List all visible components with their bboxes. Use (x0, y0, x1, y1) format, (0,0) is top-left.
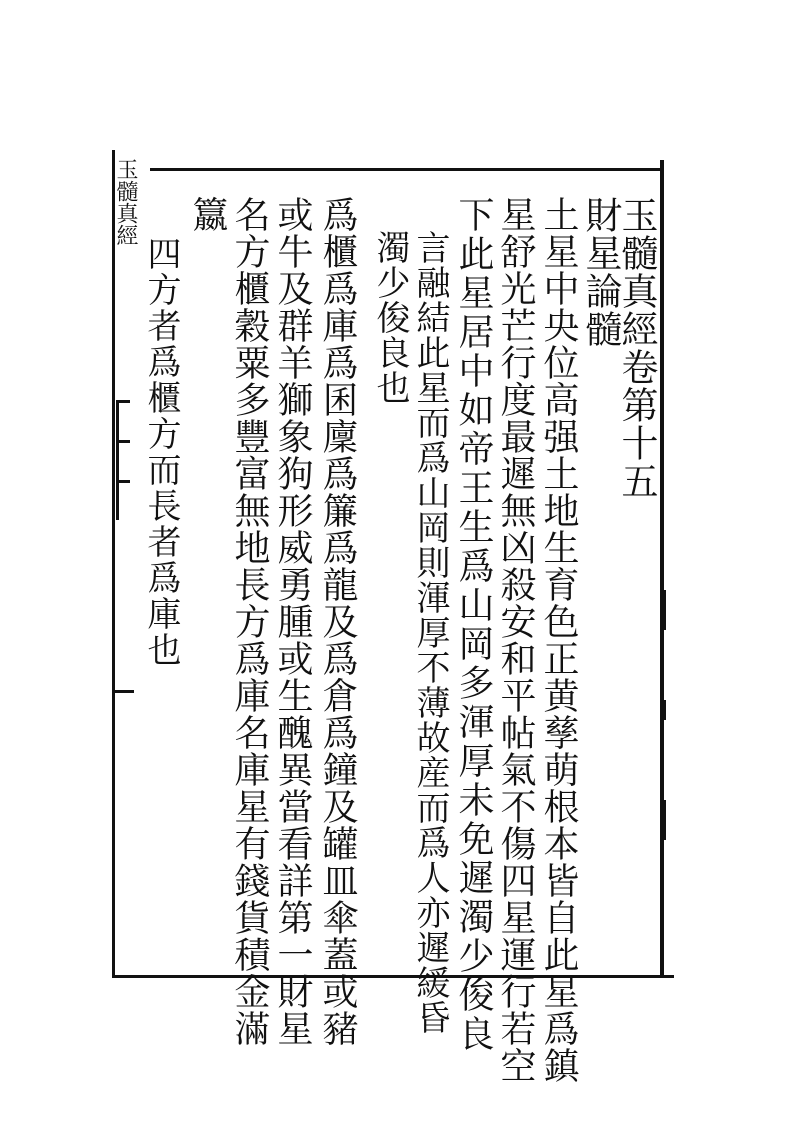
text-column: 名方櫃穀粟多豐富無地長方爲庫名庫星有錢貨積金滿 (229, 196, 270, 1047)
chapter-title: 玉髓真經卷第十五 (615, 196, 658, 500)
text-column: 星舒光芒行度最遲無凶殺安和平帖氣不傷四星運行若空 (495, 196, 536, 1084)
text-column: 土星中央位高强土地生育色正黄孳萌根本皆自此星爲鎮 (538, 196, 579, 1084)
text-column: 或牛及群羊獅象狗形威勇腫或生醜異當看詳第一財星 (272, 196, 313, 1047)
text-column: 籝 (187, 196, 228, 233)
right-frame-border (660, 160, 664, 978)
text-column: 濁少俊良也 (370, 230, 410, 405)
margin-fragment (663, 700, 666, 720)
text-column: 言融結此星而爲山岡則渾厚不薄故産而爲人亦遲緩昏 (410, 230, 450, 1035)
running-title: 玉髓真經 (113, 158, 138, 246)
top-frame-rule (150, 168, 660, 171)
bottom-frame-rule (112, 975, 674, 978)
margin-fragment (663, 800, 666, 840)
commentary-column: 四方者爲櫃方而長者爲庫也 (141, 236, 181, 668)
left-frame-border (112, 150, 115, 978)
text-column: 下此星居中如帝王生爲山岡多渾厚未免遲濁少俊良 (453, 196, 494, 1054)
folio-marker (116, 400, 137, 520)
section-heading: 財星論髓 (579, 196, 622, 348)
text-column: 爲櫃爲庫爲囷廩爲簾爲龍及爲倉爲鐘及罐皿傘蓋或豬 (317, 196, 358, 1047)
margin-fragment (663, 590, 666, 630)
margin-tick (112, 690, 134, 693)
